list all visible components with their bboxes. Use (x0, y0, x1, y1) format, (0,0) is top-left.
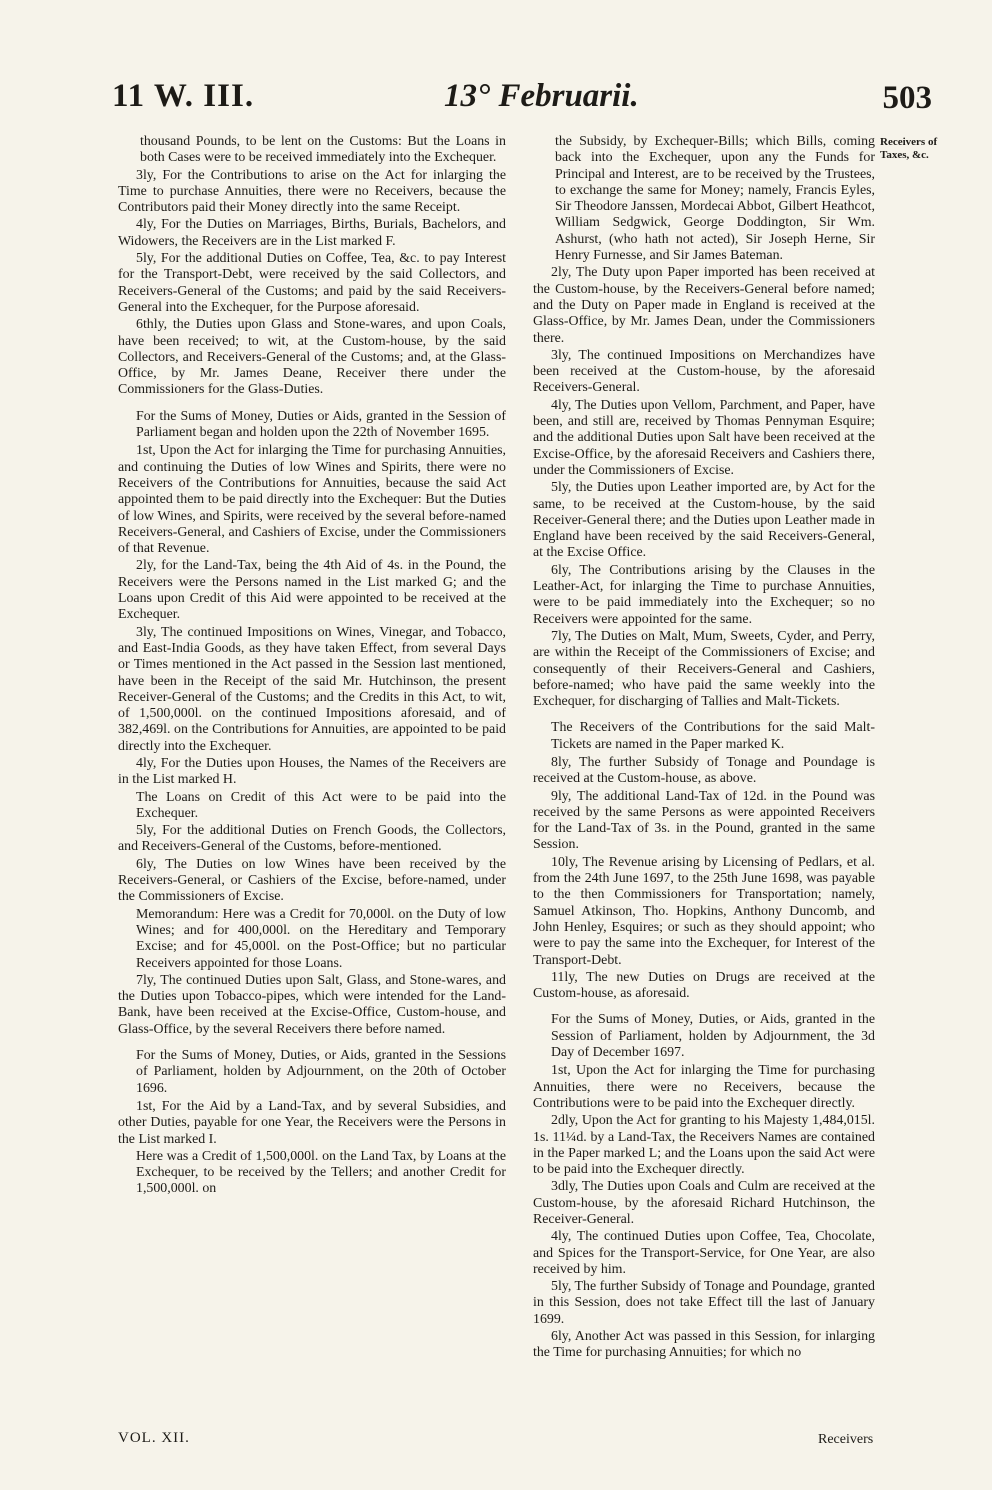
paragraph: the Subsidy, by Exchequer-Bills; which Bills, coming back into the Exchequer, upon any the Funds for Principal and Interest, are to be received by the Trustees, to exchange the same for Money; namely, Francis Eyles, Sir Theodore Janssen, Mordecai Abbot, Gilbert Heathcot, William Sedgwick, George Doddington, Sir Wm. Ashurst, (who hath not acted), Sir Joseph Herne, Sir Henry Furnesse, and Sir James Bateman. (555, 134, 875, 264)
paragraph: 6ly, The Contributions arising by the Clauses in the Leather-Act, for inlarging the Time to purchase Annuities, were to be paid immediately into the Exchequer; so no Receivers were appointed for the same. (533, 562, 875, 627)
volume-signature: VOL. XII. (118, 1430, 190, 1446)
paragraph: 4ly, The continued Duties upon Coffee, Tea, Chocolate, and Spices for the Transport-Service, for One Year, are also received by him. (533, 1229, 875, 1277)
paragraph: 3dly, The Duties upon Coals and Culm are received at the Custom-house, by the aforesaid Richard Hutchinson, the Receiver-General. (533, 1179, 875, 1227)
paragraph: 7ly, The continued Duties upon Salt, Glass, and Stone-wares, and the Duties upon Tobacco-pipes, which were intended for the Land-Bank, have been received at the Excise-Office, Custom-house, and Glass-Office, by the several Receivers there before named. (118, 972, 506, 1037)
paragraph: 10ly, The Revenue arising by Licensing of Pedlars, et al. from the 24th June 1697, to the 25th June 1698, was payable to the then Commissioners for Transportation; namely, Samuel Atkinson, Tho. Hopkins, Anthony Duncomb, and John Henley, Esquires; or such as they should appoint; who were to pay the same into the Exchequer, for Interest of the Transport-Debt. (533, 854, 875, 968)
paragraph: 5ly, the Duties upon Leather imported are, by Act for the same, to be received at the Custom-house, by the said Receiver-General there; and the Duties upon Leather made in England have been received by the said Receivers-General, at the Excise Office. (533, 480, 875, 561)
regnal-year: 11 W. III. (112, 78, 255, 114)
paragraph: 1st, For the Aid by a Land-Tax, and by several Subsidies, and other Duties, payable for one Year, the Receivers were the Persons in the List marked I. (118, 1098, 506, 1147)
paragraph: 9ly, The additional Land-Tax of 12d. in the Pound was received by the same Persons as were appointed Receivers for the Land-Tax of 3s. in the Pound, granted in the same Session. (533, 788, 875, 853)
paragraph: 2ly, The Duty upon Paper imported has been received at the Custom-house, by the Receivers-General before named; and the Duty on Paper made in England is received at the Glass-Office, by Mr. James Dean, under the Commissioners there. (533, 265, 875, 346)
section-heading: For the Sums of Money, Duties or Aids, granted in the Session of Parliament began and holden upon the 22th of November 1695. (136, 408, 506, 441)
right-column (533, 134, 875, 1363)
paragraph: 5ly, For the additional Duties on Coffee, Tea, &c. to pay Interest for the Transport-Debt, were received by the said Collectors, and Receivers-General of the Customs; and paid by the said Receivers-General into the Exchequer, for the Purpose aforesaid. (118, 251, 506, 315)
paragraph: 11ly, The new Duties on Drugs are received at the Custom-house, as aforesaid. (533, 969, 875, 1002)
paragraph: 7ly, The Duties on Malt, Mum, Sweets, Cyder, and Perry, are within the Receipt of the Commissioners of Excise; and consequently of their Receivers-General and Cashiers, before-named; who have paid the same weekly into the Exchequer, for discharging of Tallies and Malt-Tickets. (533, 628, 875, 710)
paragraph: 8ly, The further Subsidy of Tonage and Poundage is received at the Custom-house, as above. (533, 754, 875, 787)
header-date: 13° Februarii. (444, 78, 639, 114)
paragraph: Memorandum: Here was a Credit for 70,000l. on the Duty of low Wines; and for 400,000l. on the Hereditary and Temporary Excise; and for 45,000l. on the Post-Office; but no particular Receivers appointed for those Loans. (136, 906, 506, 971)
paragraph: 1st, Upon the Act for inlarging the Time for purchasing Annuities, there were no Receivers, because the Contributions were to be paid into the Exchequer directly. (533, 1063, 875, 1111)
running-header (112, 78, 932, 124)
section-heading: The Receivers of the Contributions for the said Malt-Tickets are named in the Paper marked K. (551, 720, 875, 752)
paragraph: 3ly, The continued Impositions on Merchandizes have been received at the Custom-house, by the aforesaid Receivers-General. (533, 347, 875, 396)
paragraph: 3ly, For the Contributions to arise on the Act for inlarging the Time to purchase Annuities, there were no Receivers, because the Contributors paid their Money directly into the same Receipt. (118, 167, 506, 216)
left-column (118, 134, 506, 1199)
section-heading: For the Sums of Money, Duties, or Aids, granted in the Session of Parliament, holden by Adjournment, the 3d Day of December 1697. (551, 1012, 875, 1061)
paragraph: Here was a Credit of 1,500,000l. on the Land Tax, by Loans at the Exchequer, to be received by the Tellers; and another Credit for 1,500,000l. on (136, 1148, 506, 1197)
paragraph: 3ly, The continued Impositions on Wines, Vinegar, and Tobacco, and East-India Goods, as they have taken Effect, from several Days or Times mentioned in the Act passed in the Session last mentioned, have been in the Receipt of the said Mr. Hutchinson, the present Receiver-General of the Customs; and the Credits in this Act, to wit, of 1,500,000l. on the continued Impositions aforesaid, and of 382,469l. on the Contributions for Annuities, are appointed to be paid directly into the Exchequer. (118, 624, 506, 754)
page-number: 503 (882, 80, 932, 116)
paragraph: 5ly, The further Subsidy of Tonage and Poundage, granted in this Session, does not take Effect till the last of January 1699. (533, 1279, 875, 1327)
paragraph: thousand Pounds, to be lent on the Customs: But the Loans in both Cases were to be received immediately into the Exchequer. (140, 134, 506, 166)
paragraph: 6ly, Another Act was passed in this Session, for inlarging the Time for purchasing Annuities; for which no (533, 1329, 875, 1361)
margin-note: Receivers of Taxes, &c. (880, 136, 938, 161)
paragraph: 1st, Upon the Act for inlarging the Time for purchasing Annuities, and continuing the Duties of low Wines and Spirits, there were no Receivers of the Contributions for Annuities, because the said Act appointed them to be paid directly into the Exchequer: But the Duties of low Wines, and Spirits, were received by the several before-named Receivers-General, and Cashiers of Excise, under the Commissioners of that Revenue. (118, 443, 506, 557)
paragraph: 2dly, Upon the Act for granting to his Majesty 1,484,015l. 1s. 11¼d. by a Land-Tax, the Receivers Names are contained in the Paper marked L; and the Loans upon the said Act were to be paid into the Exchequer directly. (533, 1113, 875, 1178)
paragraph: The Loans on Credit of this Act were to be paid into the Exchequer. (136, 789, 506, 821)
paragraph: 2ly, for the Land-Tax, being the 4th Aid of 4s. in the Pound, the Receivers were the Persons named in the List marked G; and the Loans upon Credit of this Aid were appointed to be received at the Exchequer. (118, 558, 506, 623)
section-heading: For the Sums of Money, Duties, or Aids, granted in the Sessions of Parliament, holden by Adjournment, on the 20th of October 1696. (136, 1048, 506, 1096)
paragraph: 4ly, For the Duties on Marriages, Births, Burials, Bachelors, and Widowers, the Receivers are in the List marked F. (118, 217, 506, 249)
paragraph: 4ly, The Duties upon Vellom, Parchment, and Paper, have been, and still are, received by Thomas Pennyman Esquire; and the additional Duties upon Salt have been received at the Excise-Office, by the aforesaid Receivers and Cashiers there, under the Commissioners of Excise. (533, 397, 875, 478)
paragraph: 5ly, For the additional Duties on French Goods, the Collectors, and Receivers-General of the Customs, before-mentioned. (118, 823, 506, 855)
catchword: Receivers (818, 1432, 874, 1447)
paragraph: 6thly, the Duties upon Glass and Stone-wares, and upon Coals, have been received; to wit, at the Custom-house, by the said Collectors, and Receivers-General of the Customs; and, at the Glass-Office, by Mr. James Deane, Receiver there under the Commissioners for the Glass-Duties. (118, 317, 506, 398)
paragraph: 4ly, For the Duties upon Houses, the Names of the Receivers are in the List marked H. (118, 755, 506, 788)
paragraph: 6ly, The Duties on low Wines have been received by the Receivers-General, or Cashiers of the Excise, before-named, under the Commissioners of Excise. (118, 856, 506, 905)
